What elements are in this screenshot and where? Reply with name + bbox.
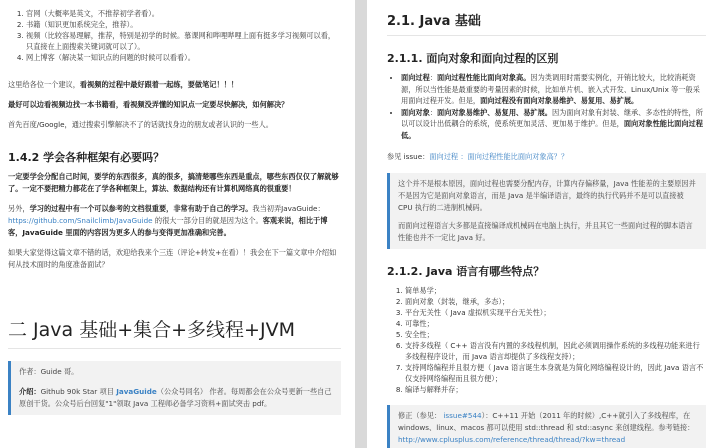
bullet-bold: 面向过程性能比面向对象高。	[436, 73, 531, 82]
quote-paragraph-2: 而面向过程语言大多都是直接编译成机械码在电脑上执行，并且其它一些面向过程的脚本语言性能也并不一定比 Java 好。	[398, 221, 693, 242]
chapter-divider	[8, 348, 341, 349]
section-title: 2.1. Java 基础	[387, 14, 481, 29]
list-item: 7. 支持网络编程并且很方便（ Java 语言诞生本身就是为简化网络编程设计的，因此 Java 语言不仅支持网络编程而且很方便）；	[405, 362, 706, 384]
subsection-oop: 2.1.1. 面向对象和面向过程的区别	[387, 52, 559, 65]
github-bold-2: 客观来说，相比于博客，JavaGuide 里面的内容因为更多人的参与变得更加准确和完善。	[8, 216, 328, 237]
list-item: 3. 视频（比较容易理解，推荐，特别是初学的时候。慕课网和哔哩哔哩上面有挺多学习视频可以看，只直接在上面搜索关键词就可以了）。	[26, 30, 341, 52]
note-pre: 修正（参见：	[398, 411, 444, 420]
bullet-procedural: • 面向过程：面向过程性能比面向对象高。因为类调用时需要实例化，开销比较大，比较消耗资源，所以当性能是最重要的考量因素的时候，比如单片机、嵌入式开发、Linux/Unix 等一般采用面向过程开发。但是，面向过程没有面向对象易维护、易复用、易扩展。	[401, 72, 706, 107]
correction-note	[398, 410, 698, 446]
bullet-bold-2: 面向过程没有面向对象易维护、易复用、易扩展。	[480, 96, 639, 105]
author-line: 作者：Guide 哥。	[19, 367, 79, 376]
list-item: 2. 面向对象（封装，继承，多态）；	[405, 296, 706, 307]
github-post: 的很大一部分目的就是因为这个。	[152, 216, 263, 225]
advice-line-2-text: 最好可以边看视频边找一本书籍看，看视频没弄懂的知识点一定要尽快解决，如何解决？	[8, 100, 289, 109]
see-label: 参见 issue：	[387, 152, 430, 161]
advice-line-3: 首先百度/Google，通过搜索引擎解决不了的话就找身边的朋友或者认识的一些人。	[8, 120, 273, 129]
intro-label: 介绍：	[19, 387, 41, 396]
features-list	[387, 285, 706, 395]
advice-paragraph	[8, 79, 341, 91]
bullet-text: 因为面向对象有封装、继承、多态性的特性，所以可以设计出低耦合的系统，使系统更加灵活、更加易于维护。但是，	[401, 107, 703, 128]
chapter-title: 二 Java 基础+集合+多线程+JVM	[8, 319, 295, 341]
author-blockquote	[8, 361, 341, 415]
list-item: 1. 官网（大概率是英文，不推荐初学者看）。	[26, 8, 341, 19]
list-item: 6. 支持多线程（ C++ 语言没有内置的多线程机制，因此必须调用操作系统的多线程功能来进行多线程程序设计，而 Java 语言却提供了多线程支持）；	[405, 340, 706, 362]
list-item: 2. 书籍（知识更加系统完全，推荐）。	[26, 19, 341, 30]
bullet-label: 面向对象	[401, 107, 430, 117]
bullet-bold: 面向对象易维护、易复用、易扩展。	[436, 107, 552, 117]
bullet-label: 面向过程	[401, 73, 430, 82]
section-divider	[387, 35, 706, 36]
see-issue-line	[387, 151, 706, 163]
list-item: 8. 编译与解释并存；	[405, 384, 706, 395]
list-item: 3. 平台无关性（ Java 虚拟机实现平台无关性）；	[405, 307, 706, 318]
framework-paragraph	[8, 171, 341, 195]
github-link[interactable]: https://github.com/Snailclimb/JavaGuide	[8, 216, 153, 225]
subsection-features: 2.1.2. Java 语言有哪些特点？	[387, 265, 545, 278]
intro-line	[19, 386, 333, 410]
github-pre: 另外，	[8, 204, 30, 213]
oop-bullets	[387, 72, 706, 141]
quote-paragraph-1: 这个并不是根本原因，面向过程也需要分配内存，计算内存偏移量，Java 性能差的主要原因并不是因为它是面向对象语言，而是 Java 是半编译语言，最终的执行代码并不是可以直接被 CPU 执行的二进制机械码。	[398, 179, 696, 212]
performance-blockquote	[387, 173, 706, 249]
list-item: 5. 安全性；	[405, 329, 706, 340]
issue-link[interactable]: 面向过程 ：面向过程性能比面向对象高？？	[429, 152, 569, 161]
intro-post: （公众号同名） 作者。每周都会在公众号更新一些自己原创干货。公众号后台回复"1"领取 Java 工程师必备学习资料+面试突击 pdf。	[19, 387, 332, 408]
resource-list	[8, 8, 341, 63]
closing-paragraph: 如果大家觉得这篇文章不错的话，欢迎给我来个三连（评论+转发+在看）！我会在下一篇文章中介绍如何从技术面时的角度准备面试？	[8, 248, 337, 269]
right-page	[367, 0, 720, 448]
intro-pre: Github 90k Star 项目	[40, 387, 117, 396]
github-mid: 我当初弄JavaGuide：	[252, 204, 325, 213]
cplusplus-link[interactable]: http://www.cplusplus.com/reference/thread/thread/?kw=thread	[398, 435, 626, 444]
bullet-bold-2: 面向对象性能比面向过程低。	[401, 119, 703, 140]
issue-544-link[interactable]: issue#544	[443, 411, 482, 420]
github-paragraph	[8, 203, 341, 239]
left-page	[0, 0, 355, 448]
advice-bold: 看视频的过程中最好跟着一起练，要做笔记！！！	[79, 80, 239, 89]
list-item: 4. 网上博客（解决某一知识点的问题的时候可以看看）。	[26, 52, 341, 63]
bullet-oop: • 面向对象：面向对象易维护、易复用、易扩展。因为面向对象有封装、继承、多态性的特性，所以可以设计出低耦合的系统，使系统更加灵活、更加易于维护。但是，面向对象性能比面向过程低。	[401, 107, 706, 142]
advice-line-2	[8, 99, 341, 111]
github-bold: 学习的过程中有一个可以参考的文档很重要，非常有助于自己的学习。	[29, 204, 253, 213]
bullet-text: 因为类调用时需要实例化，开销比较大，比较消耗资源，所以当性能是最重要的考量因素的时候，比如单片机、嵌入式开发、Linux/Unix 等一般采用面向过程开发。但是，	[401, 73, 700, 105]
list-item: 4. 可靠性；	[405, 318, 706, 329]
note-text: ）：C++11 开始（2011 年的时候）,C++就引入了多线程库，在 windows、linux、macos 都可以使用 std::thread 和 std::async 来创建线程。参考链接：	[398, 411, 695, 432]
javaguide-link[interactable]: JavaGuide	[116, 387, 157, 396]
correction-blockquote	[387, 405, 706, 448]
section-heading: 1.4.2 学会各种框架有必要吗？	[8, 151, 165, 164]
framework-text: 一定要学会分配自己时间，要学的东西很多，真的很多，搞清楚哪些东西是重点，哪些东西仅仅了解就够了。一定不要把精力都花在了学各种框架上，算法、数据结构还有计算机网络真的很重要！	[8, 172, 339, 193]
advice-intro: 这里给各位一个建议，	[8, 80, 80, 89]
list-item: 1. 简单易学；	[405, 285, 706, 296]
